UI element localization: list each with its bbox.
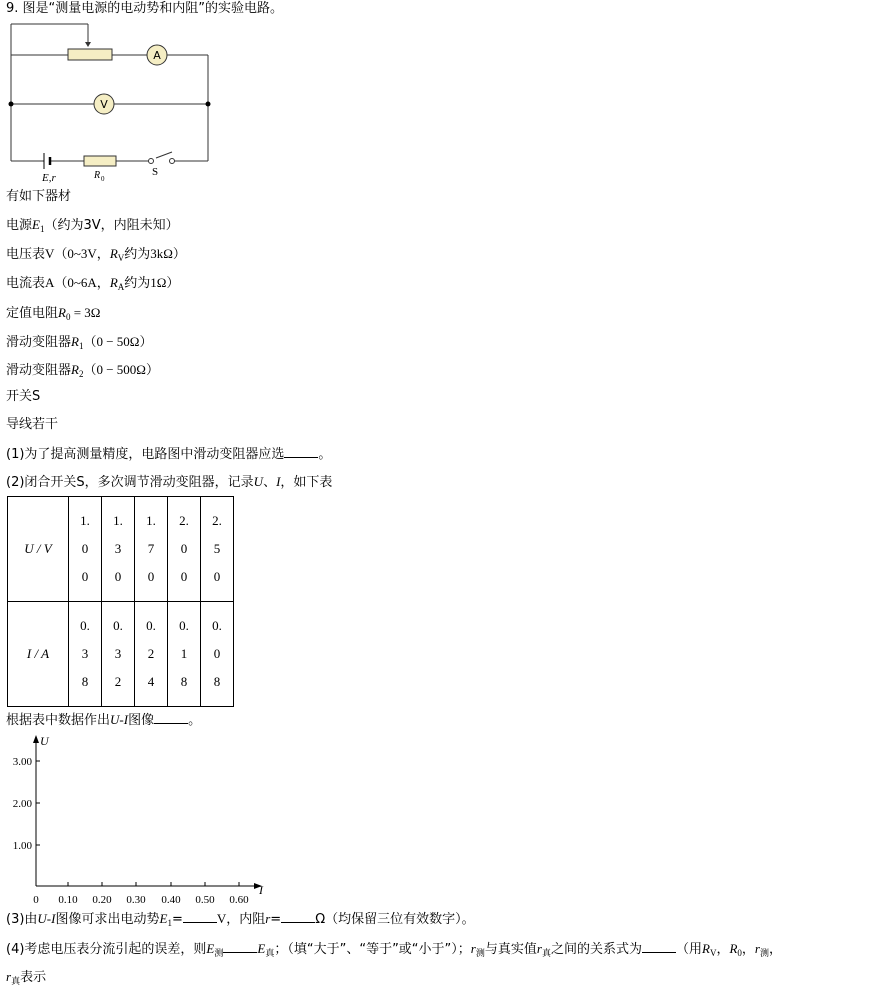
cell-i0-a: 0. [80,618,90,633]
equipment-e1-sym: E [32,217,40,232]
graph-prompt-post: 图像 [128,713,155,728]
cell-i4-b: 0 [213,646,221,661]
equipment-r0 [6,304,100,326]
table-cell-i-2 [135,602,168,707]
equipment-r1-sym: R [71,334,79,349]
part4-comma2: ， [741,942,755,957]
part2-u: U [253,474,264,489]
cell-i2-a: 0. [146,618,156,633]
part4-s2: 真 [265,949,275,959]
equipment-voltmeter [6,245,186,267]
part3-eq: = [171,912,183,927]
part4-s1: 测 [214,949,224,959]
switch-contact-right [170,159,175,164]
part3-mid1: 图像可求出电动势 [55,912,160,927]
equipment-r0-sub: 0 [65,312,71,322]
cell-u0-c: 0 [81,569,89,584]
part4-rm: r [754,941,760,956]
part4-comma3: ， [769,942,783,957]
cell-u3-c: 0 [180,569,188,584]
part3-emf-blank[interactable] [183,910,217,923]
part4-rs2: 真 [541,949,551,959]
part4-rt: r [6,969,12,984]
equipment-ammeter-post: 约为1Ω） [124,275,180,290]
table-cell-i-0 [69,602,102,707]
cell-i0-c: 8 [81,674,89,689]
part3-r-blank[interactable] [281,910,315,923]
table-header-i [8,602,69,707]
cell-u0-a: 1. [80,513,90,528]
equipment-intro: 有如下器材 [6,189,72,204]
cell-u3-a: 2. [179,513,189,528]
cell-u2-a: 1. [146,513,156,528]
x-tick-label-4: 0.40 [161,894,181,906]
graph-prompt-ui: U-I [110,712,129,727]
cell-u1-c: 0 [114,569,122,584]
equipment-r1 [6,333,152,355]
equipment-e1-pre: 电源 [6,218,33,233]
part1-answer-blank[interactable] [284,445,318,458]
equipment-e1 [6,216,179,238]
switch-label: S [152,166,159,178]
table-cell-i-3 [168,602,201,707]
switch-contact-left [149,159,154,164]
battery-label: E,r [42,172,56,183]
table-cell-u-3 [168,497,201,602]
rheostat-symbol [68,49,112,60]
table-row-u [8,497,234,602]
part4-rmsub: 测 [759,949,769,959]
part4-tail: 表示 [20,970,47,985]
equipment-wires: 导线若干 [6,417,59,432]
cell-u0-b: 0 [81,541,89,556]
x-tick-label-3: 0.30 [126,894,146,906]
fixed-resistor-symbol [84,156,116,166]
cell-u1-a: 1. [113,513,123,528]
equipment-r2-sym: R [71,362,79,377]
part4-question-cont [6,968,46,991]
table-cell-i-4 [201,602,234,707]
part4-rtsub: 真 [11,977,21,987]
equipment-r2-pre: 滑动变阻器 [6,363,72,378]
cell-u1-b: 3 [114,541,122,556]
part3-r: r [265,911,271,926]
part4-r2: r [536,941,542,956]
cell-i3-c: 8 [180,674,188,689]
part4-rs1: 测 [475,949,485,959]
table-cell-u-2 [135,497,168,602]
part1-question [6,445,331,464]
cell-u4-c: 0 [213,569,221,584]
graph-answer-blank[interactable] [154,711,188,724]
equipment-ammeter-sub: A [117,282,125,292]
equipment-e1-sub: 1 [39,224,45,234]
x-axis-label: I [259,883,263,897]
part3-unitv: V，内阻 [216,911,266,926]
graph-prompt [6,711,201,730]
voltmeter-label: V [100,98,108,111]
part4-compare-blank[interactable] [223,940,257,953]
part3-pre: (3)由 [6,912,38,927]
part1-end: 。 [318,447,332,462]
equipment-voltmeter-sym: R [109,246,118,261]
graph-prompt-end: 。 [188,713,202,728]
ammeter-label: A [153,49,161,62]
part1-text: (1)为了提高测量精度，电路图中滑动变阻器应选 [6,447,285,462]
part3-esub: 1 [167,918,172,928]
part4-e2: E [257,941,266,956]
cell-i2-b: 2 [147,646,155,661]
fixed-resistor-label: R [94,170,101,181]
table-cell-u-0 [69,497,102,602]
table-header-i-text: I / A [26,646,50,661]
part4-r0sub: 0 [737,948,742,958]
data-table [7,496,234,707]
equipment-ammeter-pre: 电流表A（0~6A， [6,275,110,290]
table-header-u-text: U / V [24,541,52,556]
cell-u4-a: 2. [212,513,222,528]
equipment-r0-pre: 定值电阻 [6,306,59,321]
x-tick-label-0: 0 [33,894,39,906]
equipment-voltmeter-post: 约为3kΩ） [124,246,186,261]
part4-rv: R [701,941,710,956]
cell-u4-b: 5 [213,541,221,556]
part4-relation-blank[interactable] [642,940,676,953]
part4-rvsub: V [709,948,717,958]
x-tick-label-5: 0.50 [195,894,215,906]
cell-u2-c: 0 [147,569,155,584]
table-row-i [8,602,234,707]
equipment-r2-sub: 2 [78,369,84,379]
cell-i2-c: 4 [147,674,155,689]
junction-dot-right [206,102,211,107]
x-tick-label-2: 0.20 [92,894,112,906]
cell-i3-a: 0. [179,618,189,633]
table-cell-i-1 [102,602,135,707]
part4-mid3: 之间的关系式为 [550,942,642,957]
x-tick-label-1: 0.10 [58,894,78,906]
part4-mid: ；（填“大于”、“等于”或“小于”）； [274,942,471,957]
equipment-r2 [6,361,159,383]
equipment-voltmeter-pre: 电压表V（0~3V， [6,246,110,261]
equipment-e1-post: （约为3V，内阻未知） [44,218,179,233]
cell-i3-b: 1 [180,646,188,661]
slider-arrow-icon [85,42,91,47]
part2-sep: 、 [263,475,277,490]
cell-i1-b: 3 [114,646,122,661]
part2-i: I [276,474,281,489]
part3-eq2: = [270,912,282,927]
table-cell-u-1 [102,497,135,602]
cell-u2-b: 7 [147,541,155,556]
table-header-u [8,497,69,602]
equipment-ammeter [6,274,179,296]
part3-question [6,910,475,932]
part4-question [6,940,782,963]
cell-i1-a: 0. [113,618,123,633]
equipment-switch: 开关S [6,389,41,404]
equipment-r1-pre: 滑动变阻器 [6,335,72,350]
equipment-r1-post: （0 − 50Ω） [83,334,153,349]
ui-graph [6,732,276,910]
y-axis-arrow-icon [33,735,39,743]
part4-paren: （用 [675,942,702,957]
equipment-r1-sub: 1 [78,341,84,351]
part3-tail: Ω（均保留三位有效数字）。 [315,912,475,927]
y-axis-label: U [40,734,49,748]
junction-dot-left [9,102,14,107]
y-tick-label-1: 1.00 [12,840,32,852]
part4-e1: E [206,941,215,956]
part3-e: E [159,911,168,926]
equipment-r0-sym: R [58,305,66,320]
cell-i1-c: 2 [114,674,122,689]
part4-pre: (4)考虑电压表分流引起的误差，则 [6,942,207,957]
x-tick-label-6: 0.60 [229,894,249,906]
graph-prompt-pre: 根据表中数据作出 [6,713,111,728]
table-cell-u-4 [201,497,234,602]
question-title: 9. 图是“测量电源的电动势和内阻”的实验电路。 [6,1,284,16]
equipment-r0-post: = 3Ω [70,305,101,320]
cell-u3-b: 0 [180,541,188,556]
cell-i4-c: 8 [213,674,221,689]
part4-r1: r [470,941,476,956]
part2-text: (2)闭合开关S，多次调节滑动变阻器，记录 [6,475,254,490]
equipment-r2-post: （0 − 500Ω） [83,362,159,377]
cell-i4-a: 0. [212,618,222,633]
part4-comma1: ， [716,942,730,957]
circuit-diagram [6,18,216,183]
equipment-voltmeter-sub: V [117,253,125,263]
part2-end: ，如下表 [280,475,333,490]
part2-question [6,473,332,492]
part4-r0: R [729,941,738,956]
part3-ui: U-I [37,911,56,926]
y-tick-label-3: 3.00 [12,756,32,768]
cell-i0-b: 3 [81,646,89,661]
part4-mid2: 与真实值 [484,942,537,957]
fixed-resistor-sub: 0 [101,175,105,183]
equipment-ammeter-sym: R [109,275,118,290]
y-tick-label-2: 2.00 [12,798,32,810]
